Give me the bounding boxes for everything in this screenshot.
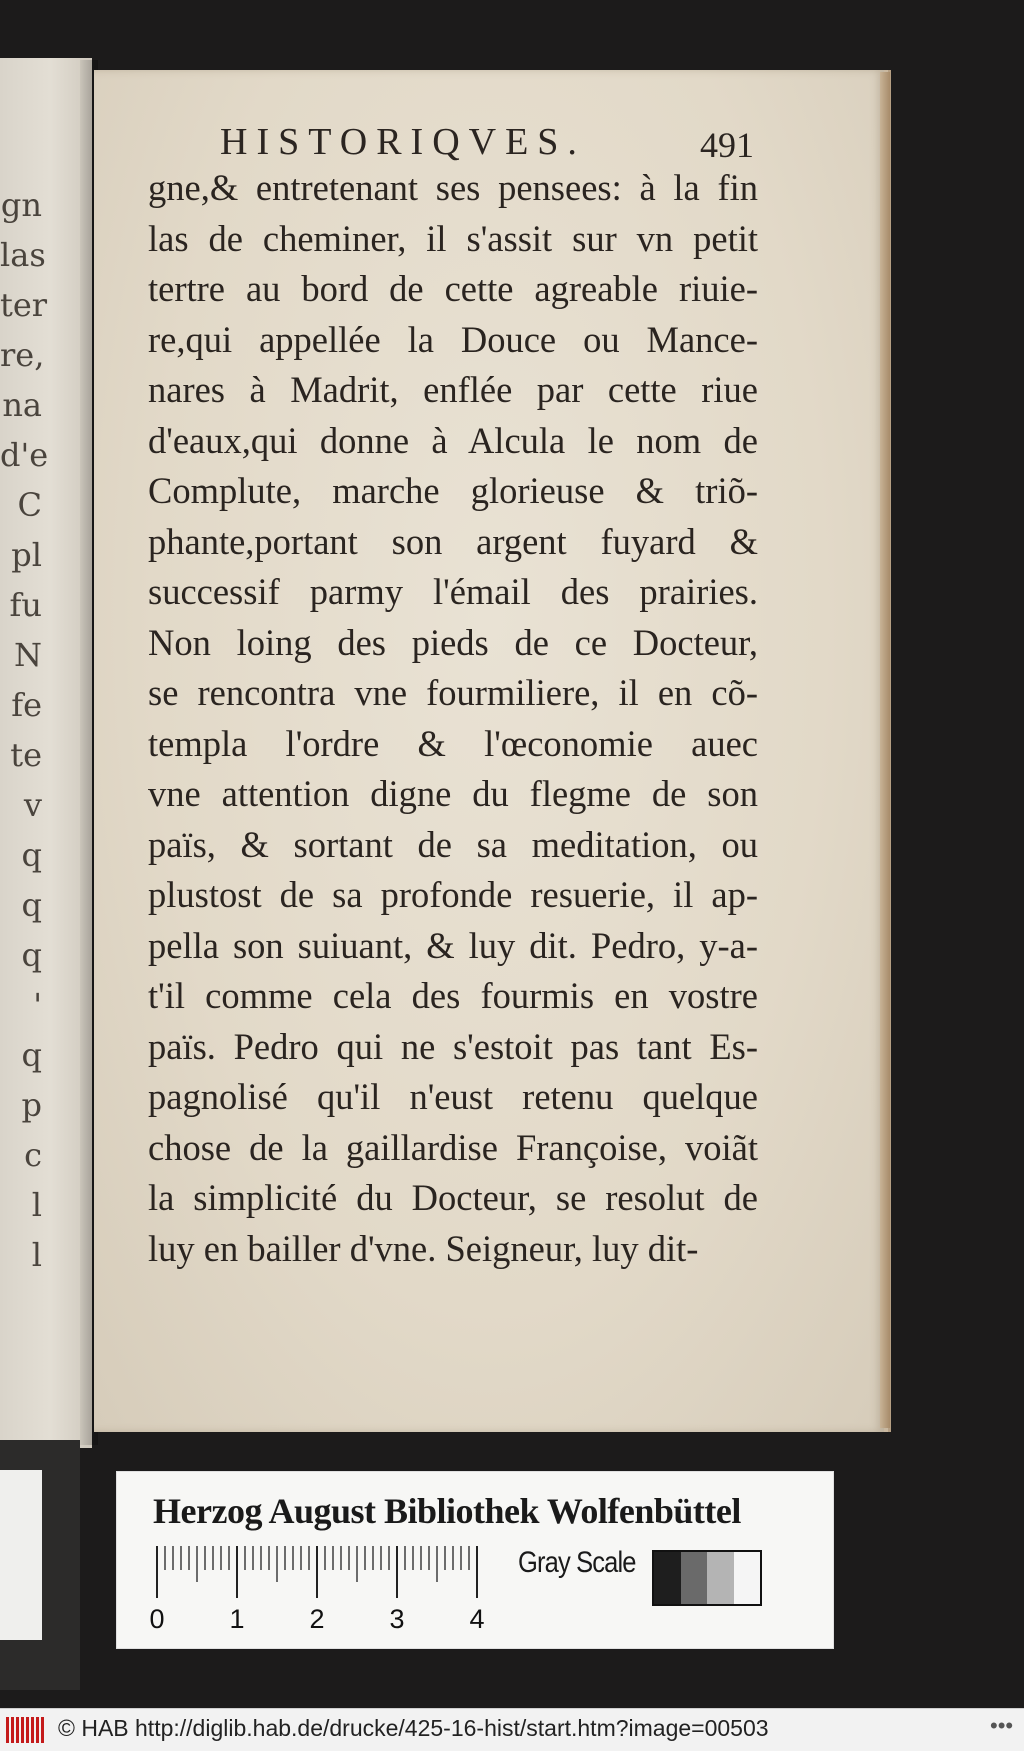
text-line: d'eaux,qui donne à Alcula le nom de (148, 419, 758, 461)
left-page-fragment: ter (0, 286, 48, 324)
text-line: las de cheminer, il s'assit sur vn petit (148, 217, 758, 259)
spine-label (0, 1470, 42, 1640)
left-page-fragment: q (21, 886, 42, 924)
more-icon[interactable]: ••• (990, 1713, 1014, 1738)
left-page-fragment: pl (11, 536, 42, 574)
ruler-number: 1 (229, 1604, 245, 1634)
text-line: vne attention digne du flegme de son (148, 773, 758, 814)
text-line: successif parmy l'émail des prairies. (148, 571, 758, 612)
text-line: chose de la gaillardise Françoise, voiãt (148, 1126, 758, 1168)
left-page-fragment: d'e (0, 436, 49, 474)
left-page-fragment: las (0, 236, 46, 274)
text-line: païs, & sortant de sa meditation, ou (148, 823, 758, 865)
ruler-number: 4 (469, 1604, 485, 1634)
left-page-fragment: q (21, 1036, 42, 1074)
gray-swatch (654, 1552, 681, 1604)
text-line: pagnolisé qu'il n'eust retenu quelque (148, 1076, 758, 1117)
text-line: Non loing des pieds de ce Docteur, (148, 621, 758, 663)
gray-scale-label: Gray Scale (518, 1546, 636, 1579)
page-text (148, 163, 758, 1274)
left-page-fragment: l (31, 1186, 42, 1224)
text-line: se rencontra vne fourmiliere, il en cõ- (148, 672, 758, 713)
text-line: luy en bailler d'vne. Seigneur, luy dit- (148, 1227, 699, 1269)
ruler-number: 2 (309, 1604, 325, 1634)
left-page-fragment: fu (9, 586, 42, 624)
gray-swatch (681, 1552, 708, 1604)
color-target-card (117, 1472, 833, 1648)
text-line: la simplicité du Docteur, se resolut de (148, 1177, 758, 1218)
library-name: Herzog August Bibliothek Wolfenbüttel (153, 1491, 741, 1531)
copyright-link[interactable]: © HAB http://diglib.hab.de/drucke/425-16-hist/start.htm?image=00503 (58, 1715, 769, 1741)
left-page-text (0, 180, 49, 1280)
text-line: re,qui appellée la Douce ou Mance- (148, 318, 758, 360)
hab-logo-icon (6, 1717, 46, 1743)
text-line: t'il comme cela des fourmis en vostre (148, 975, 758, 1016)
left-page-fragment: c (24, 1136, 42, 1174)
text-line: Complute, marche glorieuse & triõ- (148, 470, 758, 511)
left-page-fragment: q (21, 936, 42, 974)
left-page-fragment: te (10, 736, 42, 774)
text-line: plustost de sa profonde resuerie, il ap- (148, 874, 758, 915)
left-page-fragment: l (31, 1236, 42, 1274)
text-line: gne,& entretenant ses pensees: à la fin (148, 167, 758, 208)
left-page-fragment: na (2, 386, 42, 424)
text-line: tertre au bord de cette agreable riuie- (148, 268, 758, 309)
gray-scale-swatches (652, 1550, 762, 1606)
text-line: nares à Madrit, enflée par cette riue (148, 369, 758, 410)
footer-bar (0, 1708, 1024, 1751)
left-page-fragment: v (23, 786, 42, 824)
ruler-number: 0 (149, 1604, 165, 1634)
text-line: templa l'ordre & l'œconomie auec (148, 722, 758, 764)
left-page-fragment: C (17, 486, 42, 524)
ruler (155, 1546, 500, 1600)
left-page-fragment: fe (11, 686, 42, 724)
gray-swatch (734, 1552, 761, 1604)
page-edge (880, 72, 890, 1428)
text-line: pella son suiuant, & luy dit. Pedro, y-a- (148, 924, 758, 966)
text-line: païs. Pedro qui ne s'estoit pas tant Es- (148, 1025, 758, 1067)
page-number: 491 (700, 125, 754, 165)
gray-swatch (707, 1552, 734, 1604)
left-page-fragment: ' (33, 986, 42, 1024)
left-page-fragment: gn (0, 186, 42, 224)
left-page-fragment: q (21, 836, 42, 874)
ruler-number: 3 (389, 1604, 405, 1634)
running-head: HISTORIQVES. (220, 121, 586, 163)
left-page-fragment: re, (0, 336, 45, 374)
text-line: phante,portant son argent fuyard & (148, 520, 758, 562)
left-page-fragment: N (14, 636, 42, 674)
left-page-fragment: p (21, 1086, 42, 1124)
